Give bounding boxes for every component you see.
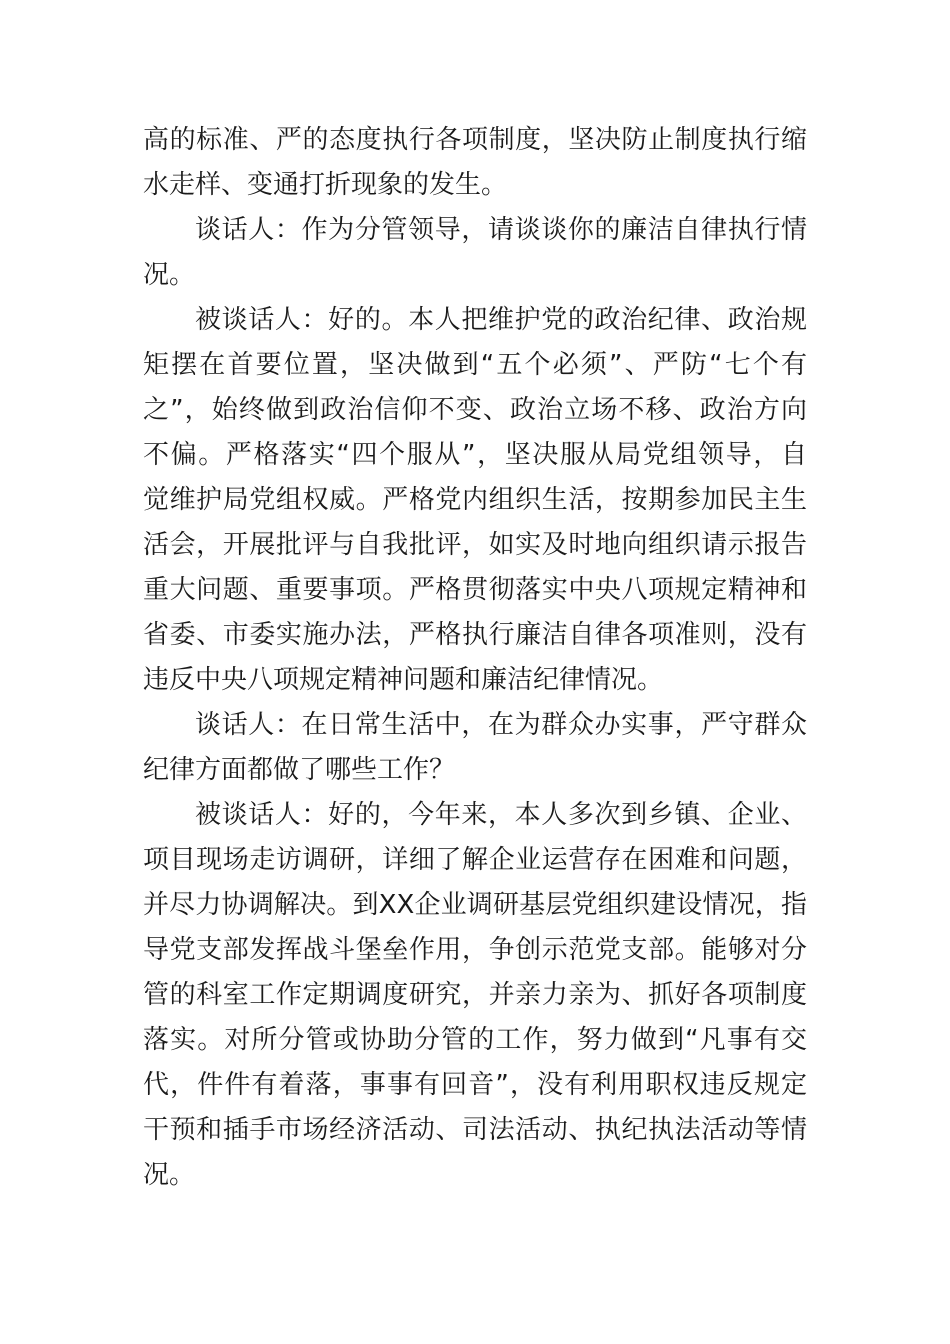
text-line: 活会，开展批评与自我批评，如实及时地向组织请示报告 — [143, 530, 807, 560]
text-line: 不偏。严格落实“四个服从”，坚决服从局党组领导，自 — [143, 440, 807, 470]
answer-line: 被谈话人：好的，今年来，本人多次到乡镇、企业、 — [195, 800, 807, 830]
text-line: 觉维护局党组权威。严格党内组织生活，按期参加民主生 — [143, 485, 807, 515]
text-line: 省委、市委实施办法，严格执行廉洁自律各项准则，没有 — [143, 620, 807, 650]
text-line: 管的科室工作定期调度研究，并亲力亲为、抓好各项制度 — [143, 980, 807, 1010]
text-line: 干预和插手市场经济活动、司法活动、执纪执法活动等情 — [143, 1115, 807, 1145]
text-line: 导党支部发挥战斗堡垒作用，争创示范党支部。能够对分 — [143, 935, 807, 965]
question-line: 谈话人：在日常生活中，在为群众办实事，严守群众 — [195, 710, 807, 740]
text-line: 高的标准、严的态度执行各项制度，坚决防止制度执行缩 — [143, 125, 807, 155]
text-line: 重大问题、重要事项。严格贯彻落实中央八项规定精神和 — [143, 575, 807, 605]
text-line: 水走样、变通打折现象的发生。 — [143, 170, 508, 200]
text-line: 矩摆在首要位置，坚决做到“五个必须”、严防“七个有 — [143, 350, 807, 380]
text-line: 落实。对所分管或协助分管的工作，努力做到“凡事有交 — [143, 1025, 807, 1055]
text-line: 违反中央八项规定精神问题和廉洁纪律情况。 — [143, 665, 664, 695]
text-line: 况。 — [143, 1160, 196, 1190]
text-line: 况。 — [143, 260, 196, 290]
text-line: 之”，始终做到政治信仰不变、政治立场不移、政治方向 — [143, 395, 807, 425]
text-line: 代，件件有着落，事事有回音”，没有利用职权违反规定 — [143, 1070, 807, 1100]
text-line: 纪律方面都做了哪些工作？ — [143, 755, 456, 785]
text-line: 项目现场走访调研，详细了解企业运营存在困难和问题， — [143, 845, 807, 875]
answer-line: 被谈话人：好的。本人把维护党的政治纪律、政治规 — [195, 305, 807, 335]
text-line: 并尽力协调解决。到XX企业调研基层党组织建设情况，指 — [143, 890, 807, 920]
question-line: 谈话人：作为分管领导，请谈谈你的廉洁自律执行情 — [195, 215, 807, 245]
